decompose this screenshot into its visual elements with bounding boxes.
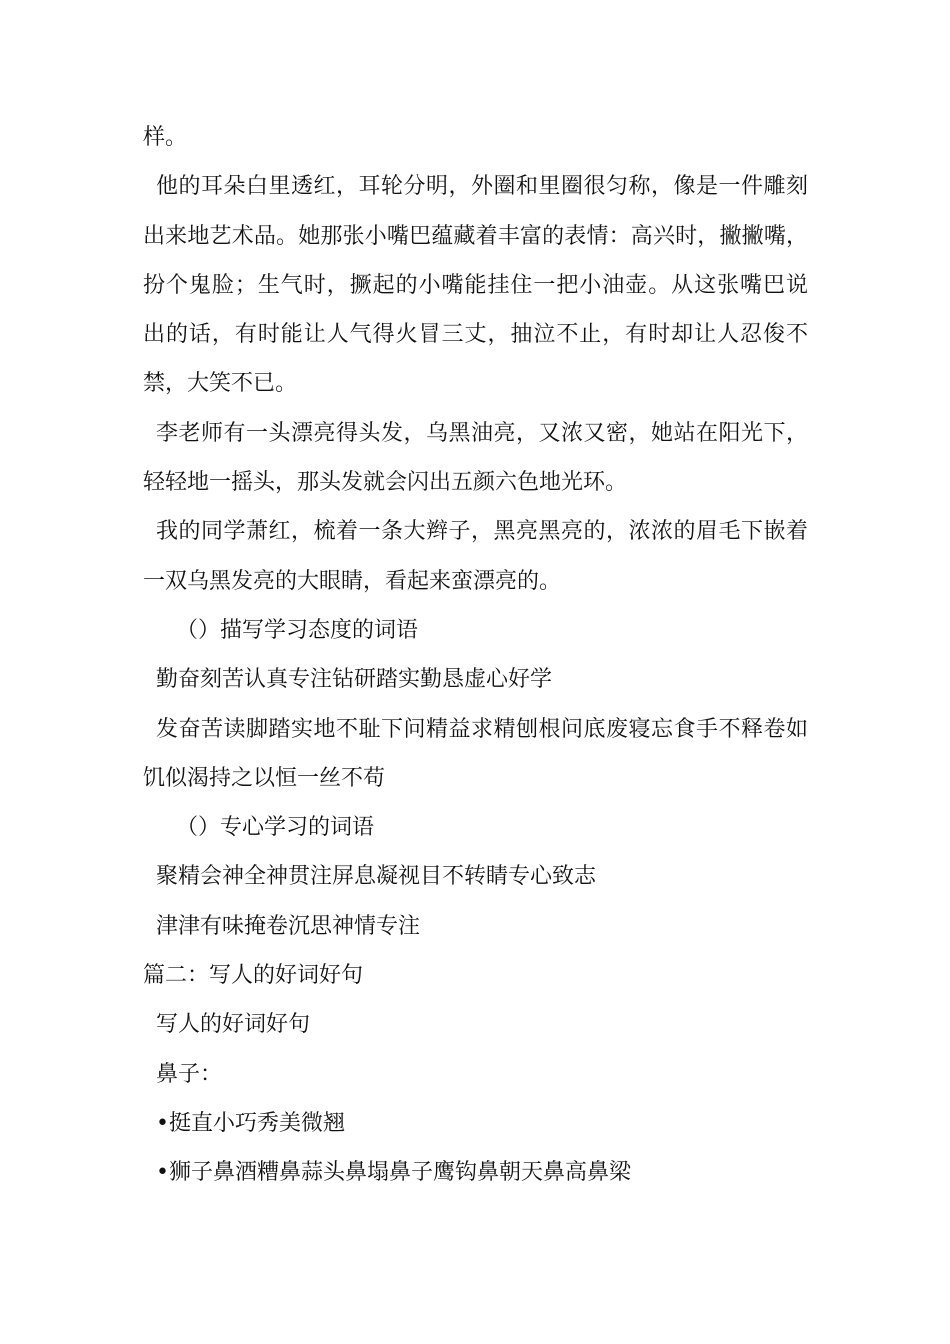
- text-line: 聚精会神全神贯注屏息凝视目不转睛专心致志: [156, 864, 597, 890]
- text-line: 饥似渴持之以恒一丝不苟: [143, 765, 386, 791]
- text-line: 出的话，有时能让人气得火冒三丈，抽泣不止，有时却让人忍俊不: [143, 322, 808, 348]
- bullet-item: •挺直小巧秀美微翘: [156, 1110, 345, 1136]
- section-heading: （）描写学习态度的词语: [176, 617, 419, 643]
- text-line: 李老师有一头漂亮得头发，乌黑油亮，又浓又密，她站在阳光下，: [156, 420, 808, 446]
- category-label: 鼻子：: [156, 1061, 223, 1087]
- text-line: 扮个鬼脸；生气时，撅起的小嘴能挂住一把小油壶。从这张嘴巴说: [143, 272, 808, 298]
- text-line: 发奋苦读脚踏实地不耻下问精益求精刨根问底废寝忘食手不释卷如: [156, 716, 808, 742]
- subtitle: 写人的好词好句: [156, 1012, 311, 1038]
- text-line: 轻轻地一摇头，那头发就会闪出五颜六色地光环。: [143, 470, 628, 496]
- bullet-item: •狮子鼻酒糟鼻蒜头鼻塌鼻子鹰钩鼻朝天鼻高鼻梁: [156, 1160, 631, 1186]
- text-line: 他的耳朵白里透红，耳轮分明，外圈和里圈很匀称，像是一件雕刻: [156, 174, 808, 200]
- chapter-title: 篇二：写人的好词好句: [143, 963, 364, 989]
- text-line: 我的同学萧红，梳着一条大辫子，黑亮黑亮的，浓浓的眉毛下嵌着: [156, 519, 808, 545]
- text-line: 勤奋刻苦认真专注钻研踏实勤恳虚心好学: [156, 667, 553, 693]
- section-heading: （）专心学习的词语: [176, 815, 375, 841]
- text-line: 样。: [143, 125, 188, 150]
- document-body: [143, 113, 808, 1198]
- text-line: 禁，大笑不已。: [143, 371, 298, 397]
- text-line: 津津有味掩卷沉思神情专注: [156, 913, 421, 939]
- text-line: 出来地艺术品。她那张小嘴巴蕴藏着丰富的表情：高兴时，撇撇嘴，: [143, 223, 808, 249]
- text-line: 一双乌黑发亮的大眼睛，看起来蛮漂亮的。: [143, 568, 562, 594]
